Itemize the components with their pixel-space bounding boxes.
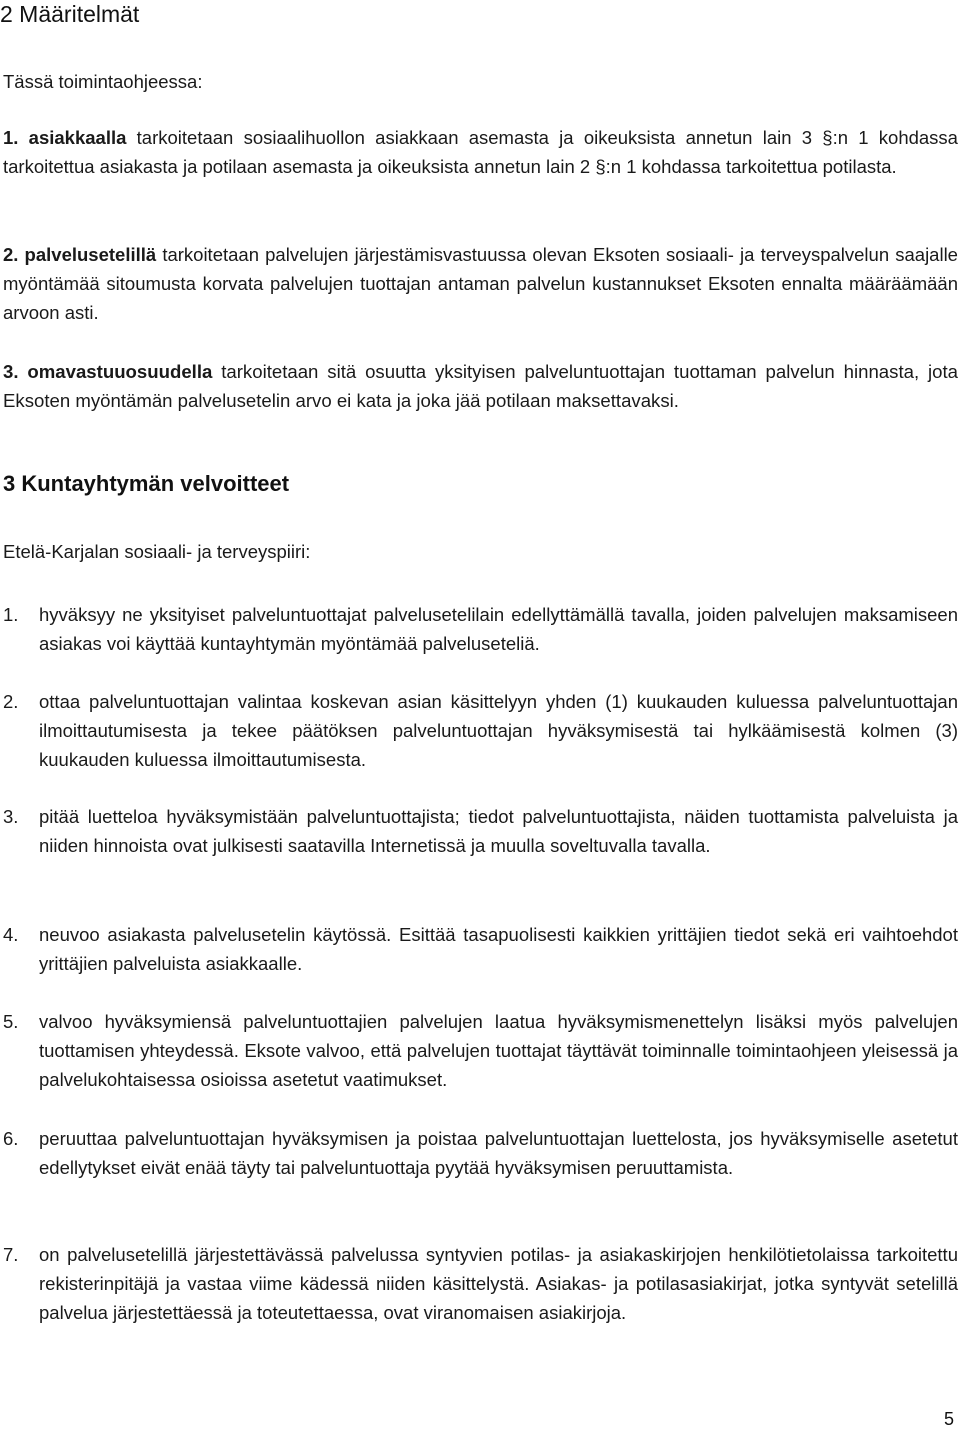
list-item-number: 4.: [3, 924, 19, 945]
list-item-text: ottaa palveluntuottajan valintaa koskevan asian käsittelyyn yhden (1) kuukauden kuluessa palveluntuottajan ilmoittautumisesta ja tekee päätöksen palveluntuottajan hyväksymisestä tai hylkäämisestä kolmen (3) kuukauden kuluessa ilmoittautumisesta.: [39, 691, 958, 770]
list-item-number: 6.: [3, 1128, 19, 1149]
list-item-text: hyväksyy ne yksityiset palveluntuottajat palvelusetelilain edellyttämällä tavalla, joiden palvelujen maksamiseen asiakas voi käyttää kuntayhtymän myöntämää palveluseteliä.: [39, 604, 958, 654]
definition-2-text: tarkoitetaan palvelujen järjestämisvastuussa olevan Eksoten sosiaali- ja terveyspalvelun saajalle myöntämää sitoumusta korvata palvelujen tuottajan antaman palvelun kustannukset Eksoten ennalta määräämään arvoon asti.: [3, 244, 958, 323]
list-item: [3, 802, 958, 860]
list-item: [3, 1007, 958, 1094]
list-item: [3, 1124, 958, 1182]
definition-2-term: 2. palvelusetelillä: [3, 244, 157, 265]
list-item-number: 7.: [3, 1244, 19, 1265]
list-item: [3, 687, 958, 774]
definition-3-term: 3. omavastuuosuudella: [3, 361, 213, 382]
list-item-text: peruuttaa palveluntuottajan hyväksymisen ja poistaa palveluntuottajan luettelosta, jos hyväksymiselle asetetut edellytykset eivät enää täyty tai palveluntuottaja pyytää hyväksymisen peruuttamista.: [39, 1128, 958, 1178]
list-item-text: on palvelusetelillä järjestettävässä palvelussa syntyvien potilas- ja asiakaskirjojen henkilötietolaissa tarkoitettu rekisterinpitäjä ja vastaa viime kädessä niiden käsittelystä. Asiakas- ja potilasasiakirjat, jotka syntyvät setelillä palvelua järjestettäessä ja toteutettaessa, ovat viranomaisen asiakirjoja.: [39, 1244, 958, 1323]
definition-1-term: 1. asiakkaalla: [3, 127, 127, 148]
list-item-number: 1.: [3, 604, 19, 625]
definition-1: [3, 123, 958, 181]
list-item-text: neuvoo asiakasta palvelusetelin käytössä. Esittää tasapuolisesti kaikkien yrittäjien tiedot sekä eri vaihtoehdot yrittäjien palveluista asiakkaalle.: [39, 924, 958, 974]
definition-2: [3, 240, 958, 327]
list-item-text: pitää luetteloa hyväksymistään palveluntuottajista; tiedot palveluntuottajista, näiden tuottamista palveluista ja niiden hinnoista ovat julkisesti saatavilla Internetissä ja muulla soveltuvalla tavalla.: [39, 806, 958, 856]
list-item-number: 3.: [3, 806, 19, 827]
definition-1-text: tarkoitetaan sosiaalihuollon asiakkaan asemasta ja oikeuksista annetun lain 3 §:n 1 kohdassa tarkoitettua asiakasta ja potilaan asemasta ja oikeuksista annetun lain 2 §:n 1 kohdassa tarkoitettua potilasta.: [3, 127, 958, 177]
page-number: 5: [943, 1409, 954, 1429]
list-item-text: valvoo hyväksymiensä palveluntuottajien palvelujen laatua hyväksymismenettelyn lisäksi myös palvelujen tuottamisen yhteydessä. Eksote valvoo, että palvelujen tuottajat täyttävät toiminnalle toimintaohjeen yleisessä ja palvelukohtaisessa osioissa asetetut vaatimukset.: [39, 1011, 958, 1090]
section-3-intro: Etelä-Karjalan sosiaali- ja terveyspiiri:: [3, 541, 311, 562]
list-item: [3, 920, 958, 978]
list-item-number: 5.: [3, 1011, 19, 1032]
list-item-number: 2.: [3, 691, 19, 712]
section-2-intro: Tässä toimintaohjeessa:: [3, 71, 203, 92]
definition-3: [3, 357, 958, 415]
definition-3-text: tarkoitetaan sitä osuutta yksityisen palveluntuottajan tuottaman palvelun hinnasta, jota Eksoten myöntämän palvelusetelin arvo ei kata ja joka jää potilaan maksettavaksi.: [3, 361, 958, 411]
section-3-heading: 3 Kuntayhtymän velvoitteet: [3, 471, 290, 496]
list-item: [3, 600, 958, 658]
list-item: [3, 1240, 958, 1327]
section-2-heading: 2 Määritelmät: [0, 1, 140, 27]
